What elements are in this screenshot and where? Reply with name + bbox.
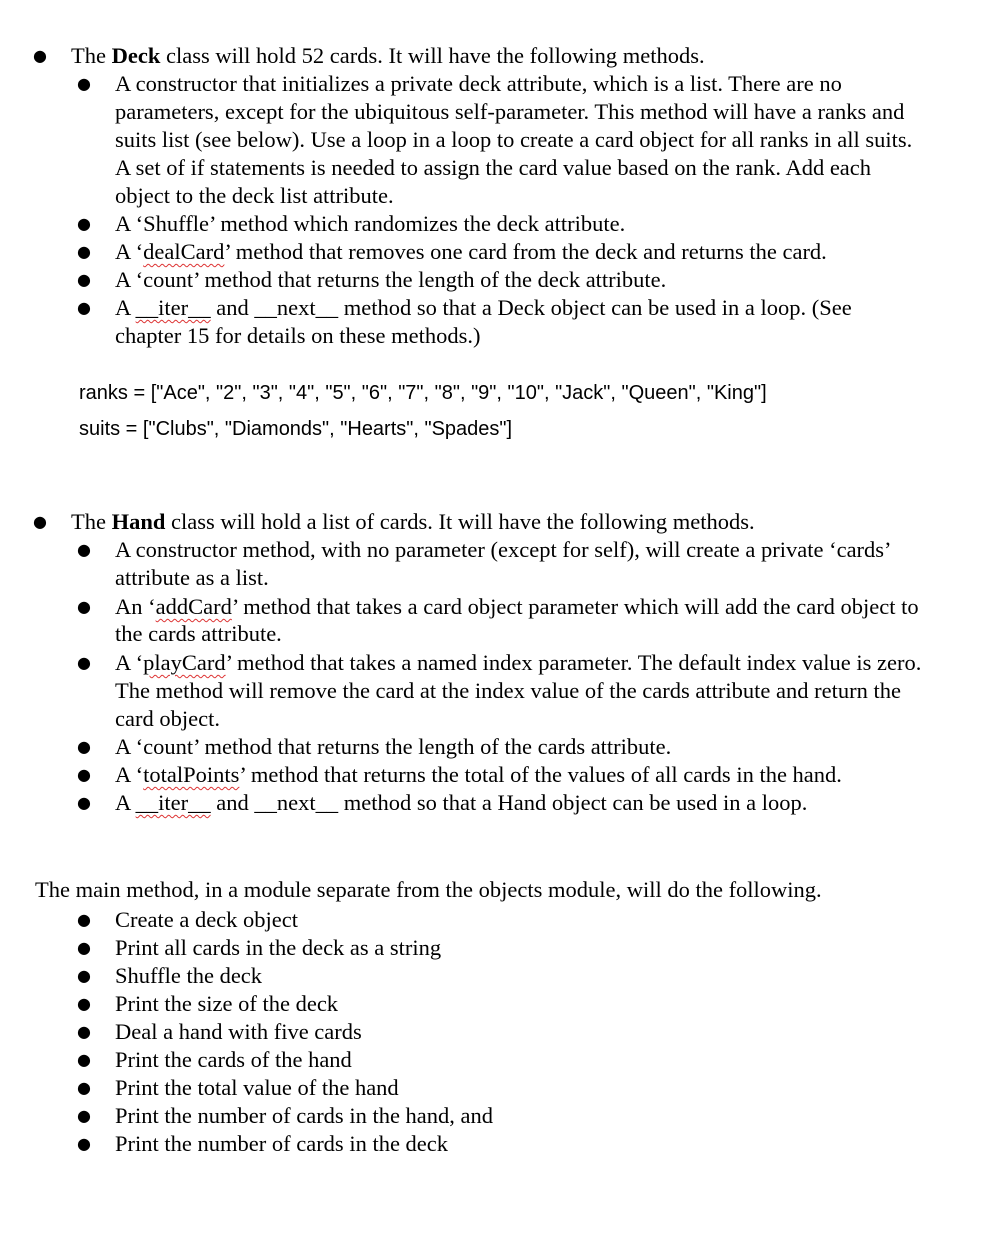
- deck-intro: The Deck class will hold 52 cards. It will have the following methods.: [71, 43, 705, 68]
- deck-constructor-line: A constructor that initializes a private deck attribute, which is a list. There are no: [115, 71, 842, 96]
- bullet-deck-count: ●: [77, 270, 91, 289]
- bullet-deck: ●: [33, 46, 47, 65]
- main-intro: The main method, in a module separate from the objects module, will do the following.: [35, 877, 822, 902]
- deck-constructor-line: object to the deck list attribute.: [115, 183, 394, 208]
- bullet-main-step: ●: [77, 994, 91, 1013]
- main-step: Print all cards in the deck as a string: [115, 935, 442, 960]
- hand-iter-method: A __iter__ and __next__ method so that a Hand object can be used in a loop.: [115, 790, 808, 815]
- bullet-deck-deal: ●: [77, 242, 91, 261]
- hand-playcard-method-cont: The method will remove the card at the index value of the cards attribute and return the: [115, 678, 901, 703]
- bullet-main-step: ●: [77, 1050, 91, 1069]
- hand-addcard-method-cont: the cards attribute.: [115, 621, 282, 646]
- deck-shuffle-method: A ‘Shuffle’ method which randomizes the deck attribute.: [115, 211, 626, 236]
- bullet-hand-iter: ●: [77, 793, 91, 812]
- hand-addcard-method: An ‘addCard’ method that takes a card object parameter which will add the card object to: [115, 594, 919, 619]
- bullet-hand: ●: [33, 512, 47, 531]
- hand-playcard-method-cont: card object.: [115, 706, 220, 731]
- bullet-hand-count: ●: [77, 737, 91, 756]
- deck-iter-method-cont: chapter 15 for details on these methods.): [115, 323, 481, 348]
- hand-constructor-line: attribute as a list.: [115, 565, 269, 590]
- deck-constructor-line: suits list (see below). Use a loop in a loop to create a card object for all ranks in all suits.: [115, 127, 913, 152]
- suits-code-line: suits = ["Clubs", "Diamonds", "Hearts", "Spades"]: [79, 418, 513, 440]
- bullet-hand-playcard: ●: [77, 653, 91, 672]
- deck-dealcard-method: A ‘dealCard’ method that removes one card from the deck and returns the card.: [115, 239, 827, 264]
- main-step: Print the size of the deck: [115, 991, 339, 1016]
- hand-playcard-method: A ‘playCard’ method that takes a named index parameter. The default index value is zero.: [115, 650, 922, 675]
- bullet-hand-constructor: ●: [77, 540, 91, 559]
- main-step: Print the number of cards in the deck: [115, 1131, 449, 1156]
- bullet-main-step: ●: [77, 1078, 91, 1097]
- hand-constructor-line: A constructor method, with no parameter (except for self), will create a private ‘cards’: [115, 537, 892, 562]
- bullet-hand-totalpoints: ●: [77, 765, 91, 784]
- bullet-main-step: ●: [77, 1022, 91, 1041]
- main-step: Shuffle the deck: [115, 963, 263, 988]
- deck-constructor-line: parameters, except for the ubiquitous self-parameter. This method will have a ranks and: [115, 99, 905, 124]
- main-step: Create a deck object: [115, 907, 299, 932]
- main-step: Print the cards of the hand: [115, 1047, 352, 1072]
- main-step: Print the total value of the hand: [115, 1075, 399, 1100]
- bullet-main-step: ●: [77, 1134, 91, 1153]
- deck-count-method: A ‘count’ method that returns the length of the deck attribute.: [115, 267, 667, 292]
- hand-totalpoints-method: A ‘totalPoints’ method that returns the total of the values of all cards in the hand.: [115, 762, 842, 787]
- bullet-main-step: ●: [77, 1106, 91, 1125]
- main-step: Print the number of cards in the hand, and: [115, 1103, 494, 1128]
- hand-intro: The Hand class will hold a list of cards. It will have the following methods.: [71, 509, 755, 534]
- bullet-main-step: ●: [77, 910, 91, 929]
- bullet-hand-addcard: ●: [77, 597, 91, 616]
- bullet-deck-constructor: ●: [77, 74, 91, 93]
- deck-constructor-line: A set of if statements is needed to assign the card value based on the rank. Add each: [115, 155, 872, 180]
- bullet-deck-iter: ●: [77, 298, 91, 317]
- hand-count-method: A ‘count’ method that returns the length of the cards attribute.: [115, 734, 672, 759]
- bullet-main-step: ●: [77, 938, 91, 957]
- ranks-code-line: ranks = ["Ace", "2", "3", "4", "5", "6", "7", "8", "9", "10", "Jack", "Queen", "King"]: [79, 382, 767, 404]
- deck-iter-method: A __iter__ and __next__ method so that a Deck object can be used in a loop. (See: [115, 295, 852, 320]
- bullet-main-step: ●: [77, 966, 91, 985]
- bullet-deck-shuffle: ●: [77, 214, 91, 233]
- main-step: Deal a hand with five cards: [115, 1019, 362, 1044]
